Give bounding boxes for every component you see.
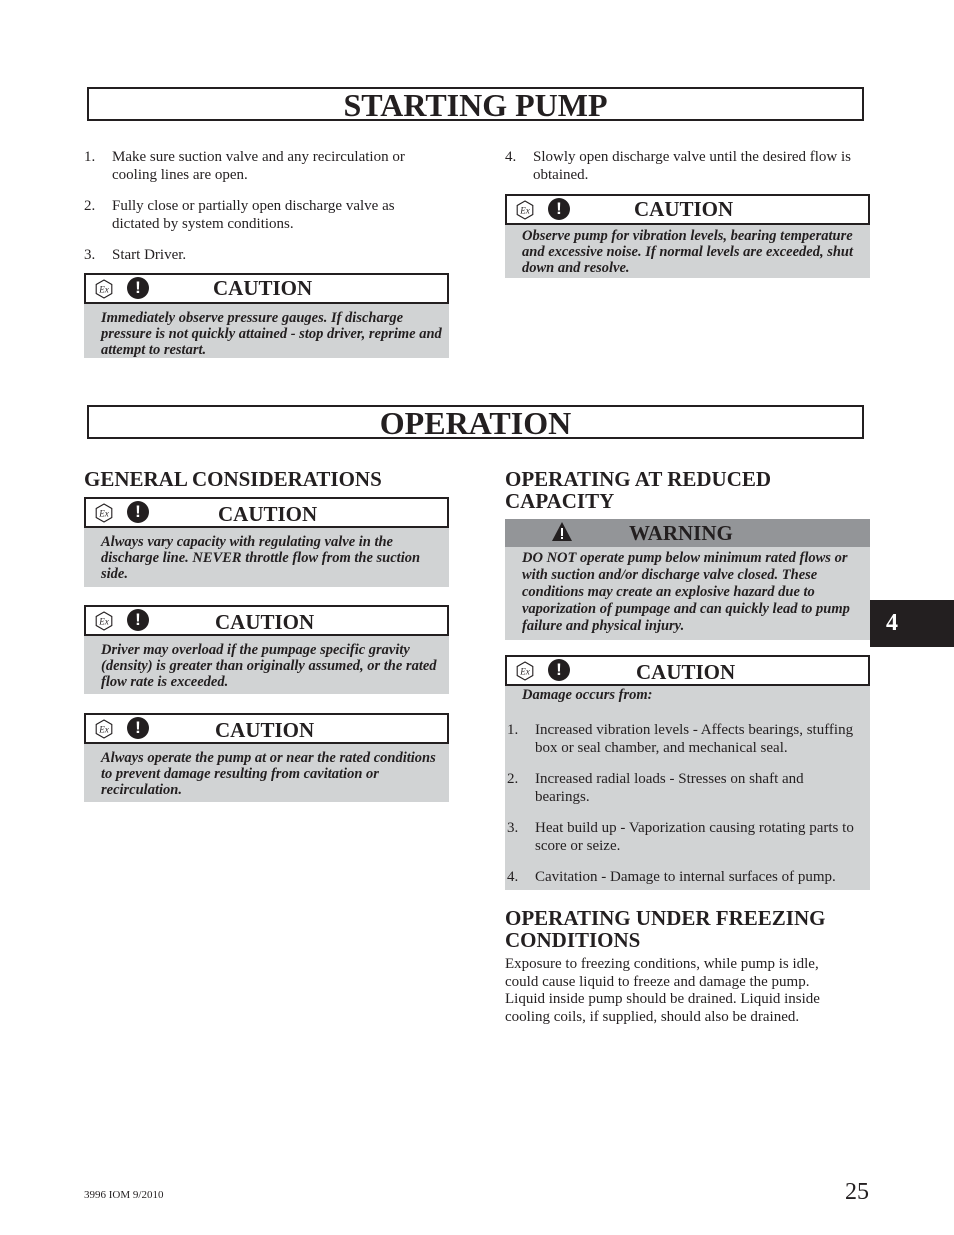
caution-label: CAUTION bbox=[218, 502, 318, 526]
step-3 bbox=[84, 246, 444, 266]
item-text: Heat build up - Vaporization causing rotating parts to score or seize. bbox=[535, 820, 854, 854]
caution-header bbox=[84, 497, 449, 528]
step-text: Make sure suction valve and any recirculation or cooling lines are open. bbox=[112, 149, 405, 183]
ex-marking-icon bbox=[94, 503, 114, 523]
warning-header bbox=[505, 519, 870, 547]
step-number: 1. bbox=[84, 149, 96, 165]
caution-header bbox=[505, 655, 870, 686]
step-4 bbox=[505, 148, 865, 188]
ex-marking-icon bbox=[94, 719, 114, 739]
starting-pump-title: STARTING PUMP bbox=[87, 87, 864, 121]
ex-marking-icon bbox=[94, 611, 114, 631]
damage-item bbox=[507, 770, 869, 810]
item-text: Increased radial loads - Stresses on shaft and bearings. bbox=[535, 771, 804, 805]
step-text: Slowly open discharge valve until the desired flow is obtained. bbox=[533, 149, 851, 183]
reduced-capacity-heading bbox=[505, 468, 865, 512]
damage-item bbox=[507, 819, 869, 859]
page-number: 25 bbox=[845, 1179, 869, 1205]
caution-label: CAUTION bbox=[634, 197, 734, 221]
item-number: 1. bbox=[507, 722, 519, 738]
caution-label: CAUTION bbox=[213, 276, 313, 300]
caution-header bbox=[505, 194, 870, 225]
item-number: 3. bbox=[507, 820, 519, 836]
svg-text:Ex: Ex bbox=[99, 616, 109, 627]
exclamation-icon: ! bbox=[548, 198, 570, 220]
caution-label: CAUTION bbox=[636, 660, 736, 684]
caution-text: Always operate the pump at or near the rated conditions to prevent damage resulting from cavitation or recirculation. bbox=[84, 744, 449, 802]
general-considerations-heading: GENERAL CONSIDERATIONS bbox=[84, 467, 382, 491]
warning-triangle-icon bbox=[551, 521, 573, 542]
document-id: 3996 IOM 9/2010 bbox=[84, 1189, 164, 1201]
ex-marking-icon bbox=[94, 279, 114, 299]
freezing-heading bbox=[505, 907, 865, 951]
caution-header bbox=[84, 273, 449, 304]
damage-intro: Damage occurs from: bbox=[522, 687, 653, 703]
warning-text: DO NOT operate pump below minimum rated flows or with suction and/or discharge valve closed. These conditions may create an explosive hazard due to vaporization of pumpage and can quickly lead to pump failure and physical injury. bbox=[505, 547, 870, 640]
step-number: 3. bbox=[84, 247, 96, 263]
step-number: 4. bbox=[505, 149, 517, 165]
item-number: 2. bbox=[507, 771, 519, 787]
heading-line: OPERATING UNDER FREEZING bbox=[505, 906, 826, 930]
operation-title: OPERATION bbox=[87, 405, 864, 439]
caution-text: Observe pump for vibration levels, bearing temperature and excessive noise. If normal levels are exceeded, shut down and resolve. bbox=[505, 225, 870, 278]
step-text: Fully close or partially open discharge valve as dictated by system conditions. bbox=[112, 198, 395, 232]
exclamation-icon: ! bbox=[127, 277, 149, 299]
exclamation-icon: ! bbox=[127, 717, 149, 739]
caution-header bbox=[84, 713, 449, 744]
step-1 bbox=[84, 148, 444, 188]
svg-text:Ex: Ex bbox=[520, 666, 530, 677]
item-text: Cavitation - Damage to internal surfaces of pump. bbox=[535, 869, 836, 885]
warning-label: WARNING bbox=[629, 521, 733, 545]
item-text: Increased vibration levels - Affects bearings, stuffing box or seal chamber, and mechanical seal. bbox=[535, 722, 854, 756]
section-tab: 4 bbox=[870, 600, 954, 647]
svg-text:Ex: Ex bbox=[520, 205, 530, 216]
step-2 bbox=[84, 197, 444, 237]
step-text: Start Driver. bbox=[112, 247, 187, 263]
caution-text: Immediately observe pressure gauges. If discharge pressure is not quickly attained - stop driver, reprime and attempt to restart. bbox=[84, 304, 449, 358]
item-number: 4. bbox=[507, 869, 519, 885]
caution-label: CAUTION bbox=[215, 610, 315, 634]
caution-header bbox=[84, 605, 449, 636]
caution-text: Driver may overload if the pumpage specific gravity (density) is greater than originally assumed, or the rated flow rate is exceeded. bbox=[84, 636, 449, 694]
damage-caution-body bbox=[505, 686, 870, 890]
caution-label: CAUTION bbox=[215, 718, 315, 742]
svg-text:Ex: Ex bbox=[99, 508, 109, 519]
heading-line: CONDITIONS bbox=[505, 928, 641, 952]
exclamation-icon: ! bbox=[127, 609, 149, 631]
damage-item bbox=[507, 721, 869, 761]
svg-text:Ex: Ex bbox=[99, 284, 109, 295]
ex-marking-icon bbox=[515, 200, 535, 220]
freezing-text: Exposure to freezing conditions, while pump is idle, could cause liquid to freeze and damage the pump. Liquid inside pump should be drained. Liquid inside cooling coils, if supplied, should also be drained. bbox=[505, 956, 820, 1025]
step-number: 2. bbox=[84, 198, 96, 214]
ex-marking-icon bbox=[515, 661, 535, 681]
exclamation-icon: ! bbox=[548, 659, 570, 681]
heading-line: CAPACITY bbox=[505, 489, 615, 513]
svg-text:Ex: Ex bbox=[99, 724, 109, 735]
caution-text: Always vary capacity with regulating valve in the discharge line. NEVER throttle flow from the suction side. bbox=[84, 528, 449, 587]
heading-line: OPERATING AT REDUCED bbox=[505, 467, 772, 491]
exclamation-icon: ! bbox=[127, 501, 149, 523]
damage-item bbox=[507, 868, 869, 888]
